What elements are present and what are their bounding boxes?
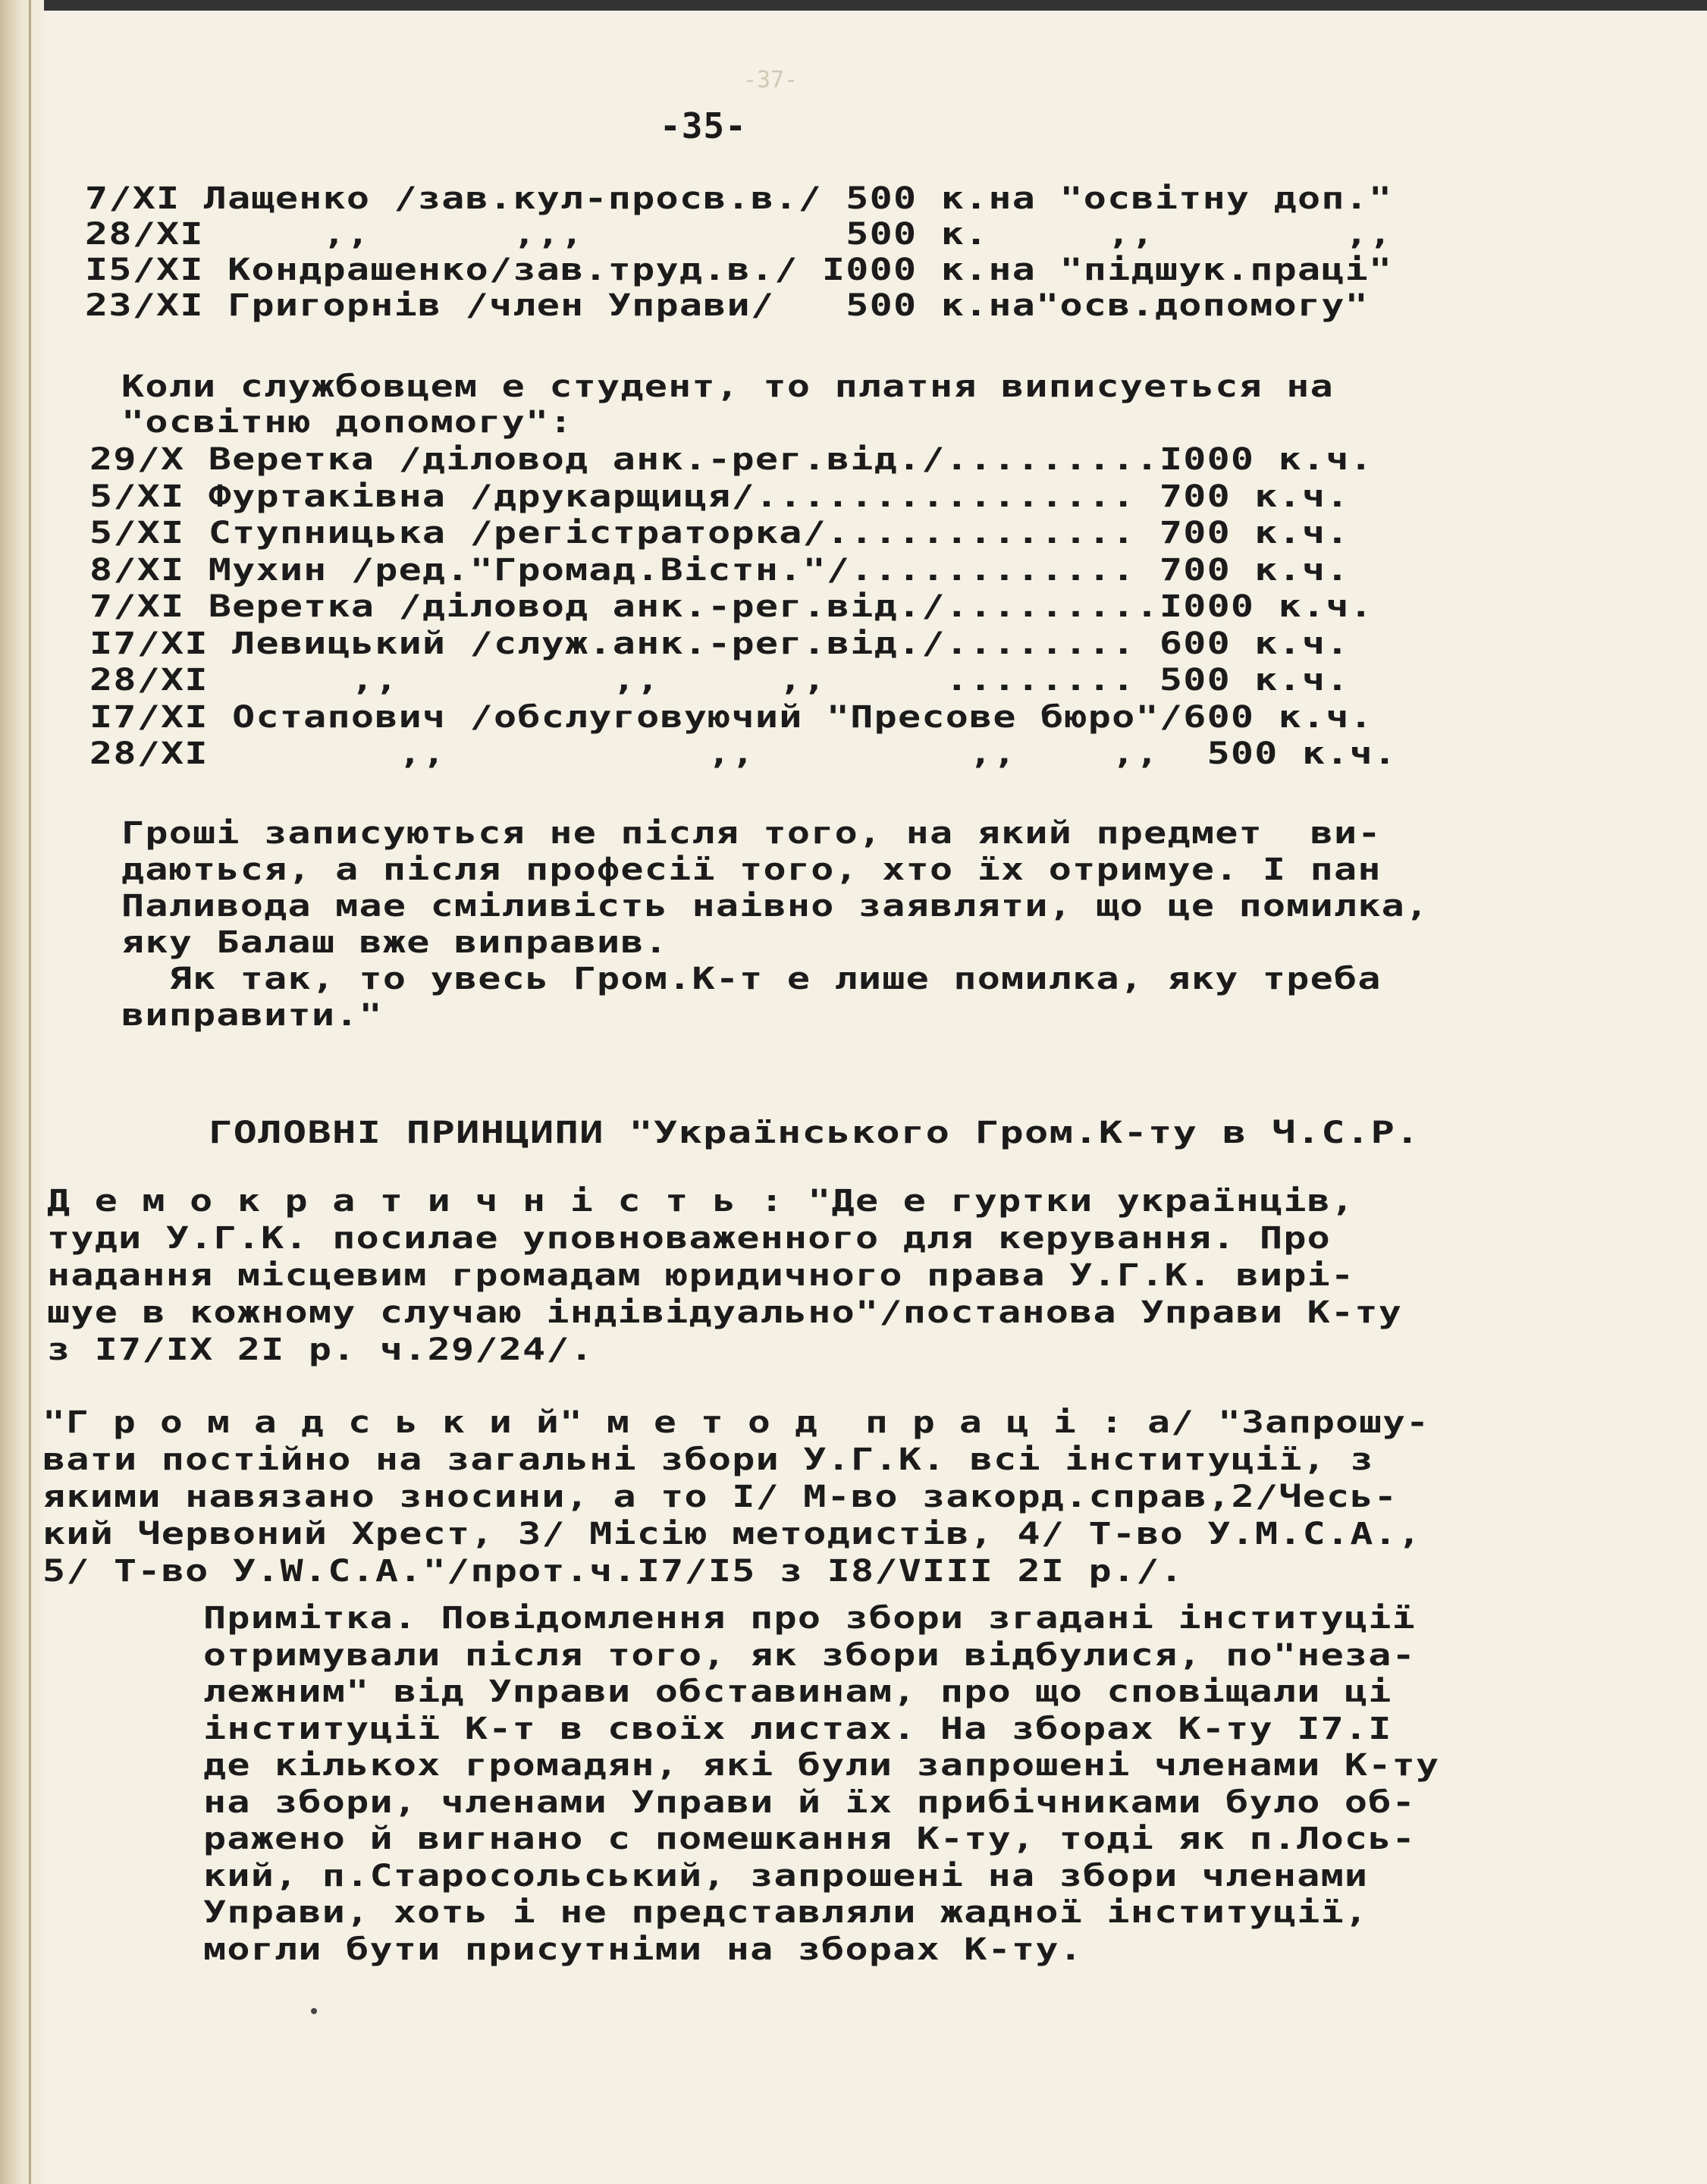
method-line: 5/ Т-во У.W.С.А."/прот.ч.I7/I5 з I8/VIII 2I р./. xyxy=(42,1554,1184,1589)
note-line: на збори, членами Управи й їх прибічниками було об- xyxy=(203,1784,1416,1820)
democracy-line: шуе в кожному случаю індівідуально"/постанова Управи К-ту xyxy=(47,1295,1403,1330)
note-line: могли бути присутніми на зборах К-ту. xyxy=(203,1931,1084,1967)
note-line: лежним" від Управи обставинам, про що сповіщали ці xyxy=(203,1674,1392,1709)
salary-line: 29/X Веретка /діловод анк.-рег.від./.........I000 к.ч. xyxy=(89,442,1374,477)
salary-note-line: "освітню допомогу": xyxy=(121,405,573,440)
democracy-line: Д е м о к р а т и ч н і с т ь : "Де е гуртки українців, xyxy=(47,1184,1355,1219)
note-line: кий, п.Старосольський, запрошені на збори членами xyxy=(203,1858,1369,1894)
note-line: отримували після того, як збори відбулися, по"неза- xyxy=(203,1637,1416,1673)
money-line: яку Балаш вже виправив. xyxy=(121,925,669,960)
salary-line: I7/XI Левицький /служ.анк.-рег.від./........ 600 к.ч. xyxy=(89,626,1350,661)
payment-line: 23/XI Григорнів /член Управи/ 500 к.на"осв.допомогу" xyxy=(85,288,1370,323)
salary-line: 5/XI Ступницька /регістраторка/............. 700 к.ч. xyxy=(89,516,1350,551)
money-line: виправити." xyxy=(121,998,383,1033)
note-line: інституції К-т в своїх листах. На зборах К-ту I7.I xyxy=(203,1711,1392,1746)
democracy-line: з I7/IX 2I р. ч.29/24/. xyxy=(47,1332,595,1367)
speck xyxy=(311,2008,317,2014)
note-line: ражено й вигнано с помешкання К-ту, тоді як п.Лось- xyxy=(203,1822,1416,1856)
binding-line xyxy=(29,0,31,2184)
section-heading: ГОЛОВНІ ПРИНЦИПИ "Українського Гром.К-ту в Ч.С.Р. xyxy=(209,1116,1420,1150)
money-line: Паливода мае сміливість наівно заявляти, що це помилка, xyxy=(121,889,1429,924)
payment-line: 28/XI ,, ,,, 500 к. ,, ,, xyxy=(85,217,1393,252)
binding-gutter xyxy=(0,0,44,2184)
payment-line: I5/XI Кондрашенко/зав.труд.в./ I000 к.на "підшук.праці" xyxy=(85,253,1393,287)
bleed-through: -37- xyxy=(743,67,799,93)
salary-line: 7/XI Веретка /діловод анк.-рег.від./.........I000 к.ч. xyxy=(89,589,1374,624)
salary-line: 5/XI Фуртаківна /друкарщиця/................ 700 к.ч. xyxy=(89,479,1350,514)
method-line: вати постійно на загальні збори У.Г.К. всі інституції, з xyxy=(42,1442,1374,1477)
page-number: -35- xyxy=(660,105,747,146)
note-line: Управи, хоть і не представляли жадної інституції, xyxy=(203,1895,1369,1930)
democracy-line: туди У.Г.К. посилае уповноваженного для керування. Про xyxy=(47,1221,1332,1256)
payment-line: 7/XI Лащенко /зав.кул-просв.в./ 500 к.на "освітну доп." xyxy=(85,181,1393,216)
method-line: кий Червоний Хрест, 3/ Місію методистів, 4/ Т-во У.М.С.А., xyxy=(42,1517,1422,1552)
money-line: Як так, то увесь Гром.К-т е лише помилка, яку треба xyxy=(121,962,1382,996)
method-line: якими навязано зносини, а то І/ М-во закорд.справ,2/Чесь- xyxy=(42,1480,1398,1514)
salary-line: I7/XI Остапович /обслуговуючий "Пресове бюро"/600 к.ч. xyxy=(89,699,1374,735)
money-line: Гроші записуються не після того, на який предмет ви- xyxy=(121,816,1382,851)
scan-top-edge xyxy=(0,0,1707,11)
note-line: де кількох громадян, які були запрошені членами К-ту xyxy=(203,1748,1440,1783)
salary-line: 8/XI Мухин /ред."Громад.Вістн."/............ 700 к.ч. xyxy=(89,552,1350,588)
salary-line: 28/XI ,, ,, ,, ,, 500 к.ч. xyxy=(89,736,1398,771)
democracy-line: надання місцевим громадам юридичного права У.Г.К. вирі- xyxy=(47,1258,1355,1293)
money-line: даються, а після професії того, хто їх отримуе. І пан xyxy=(121,852,1382,887)
salary-note-line: Коли службовцем е студент, то платня виписуеться на xyxy=(121,369,1334,404)
salary-line: 28/XI ,, ,, ,, ........ 500 к.ч. xyxy=(89,663,1350,698)
method-line: "Г р о м а д с ь к и й" м е т о д п р а ц і : а/ "Запрошу- xyxy=(42,1405,1430,1440)
note-line: Примітка. Повідомлення про збори згадані інституції xyxy=(203,1601,1416,1636)
